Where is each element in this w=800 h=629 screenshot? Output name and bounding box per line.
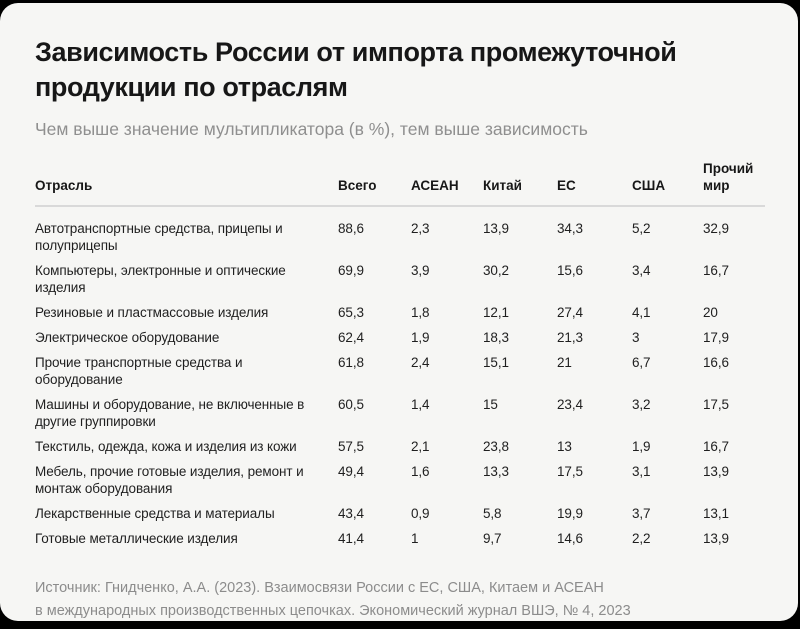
column-header-4: Китай	[483, 160, 557, 206]
table-row	[35, 526, 765, 551]
cell-value: 27,4	[557, 305, 583, 320]
cell-value: 17,5	[703, 397, 729, 412]
row-label: Прочие транспортные средства и оборудование	[35, 355, 243, 387]
cell-value: 13	[557, 439, 572, 454]
row-label: Машины и оборудование, не включенные в другие группировки	[35, 397, 305, 429]
table-row	[35, 206, 765, 258]
cell-value: 0,9	[411, 506, 430, 521]
cell-value: 1,9	[632, 439, 651, 454]
table-header-row	[35, 160, 765, 206]
cell-value: 13,9	[703, 531, 729, 546]
row-label: Электрическое оборудование	[35, 330, 220, 345]
cell-value: 12,1	[483, 305, 509, 320]
cell-value: 21,3	[557, 330, 583, 345]
cell-value: 49,4	[338, 464, 364, 479]
cell-value: 3	[632, 330, 640, 345]
row-label: Лекарственные средства и материалы	[35, 506, 275, 521]
cell-value: 13,1	[703, 506, 729, 521]
cell-value: 16,7	[703, 263, 729, 278]
row-label: Автотранспортные средства, прицепы и полуприцепы	[35, 221, 283, 253]
cell-value: 21	[557, 355, 572, 370]
cell-value: 43,4	[338, 506, 364, 521]
cell-value: 65,3	[338, 305, 364, 320]
cell-value: 1,8	[411, 305, 430, 320]
cell-value: 3,4	[632, 263, 651, 278]
cell-value: 17,5	[557, 464, 583, 479]
cell-value: 5,8	[483, 506, 502, 521]
cell-value: 32,9	[703, 221, 729, 236]
table-body	[35, 206, 765, 551]
cell-value: 15,6	[557, 263, 583, 278]
cell-value: 15,1	[483, 355, 509, 370]
cell-value: 13,3	[483, 464, 509, 479]
cell-value: 2,2	[632, 531, 651, 546]
cell-value: 23,4	[557, 397, 583, 412]
row-label: Текстиль, одежда, кожа и изделия из кожи	[35, 439, 297, 454]
source-note	[35, 577, 763, 623]
cell-value: 88,6	[338, 221, 364, 236]
cell-value: 16,6	[703, 355, 729, 370]
cell-value: 14,6	[557, 531, 583, 546]
cell-value: 3,1	[632, 464, 651, 479]
cell-value: 61,8	[338, 355, 364, 370]
cell-value: 3,7	[632, 506, 651, 521]
table-row	[35, 392, 765, 434]
table-row	[35, 300, 765, 325]
row-label: Готовые металлические изделия	[35, 531, 238, 546]
table-row	[35, 258, 765, 300]
source-line-1: Источник: Гнидченко, А.А. (2023). Взаимосвязи России с ЕС, США, Китаем и АСЕАН	[35, 580, 604, 596]
cell-value: 16,7	[703, 439, 729, 454]
table-head	[35, 160, 765, 206]
table-row	[35, 325, 765, 350]
cell-value: 41,4	[338, 531, 364, 546]
cell-value: 1,6	[411, 464, 430, 479]
cell-value: 15	[483, 397, 498, 412]
cell-value: 2,1	[411, 439, 430, 454]
cell-value: 4,1	[632, 305, 651, 320]
cell-value: 18,3	[483, 330, 509, 345]
cell-value: 20	[703, 305, 718, 320]
infographic-card	[0, 3, 798, 621]
column-header-1: Отрасль	[35, 160, 338, 206]
cell-value: 62,4	[338, 330, 364, 345]
cell-value: 1,4	[411, 397, 430, 412]
cell-value: 30,2	[483, 263, 509, 278]
table-row	[35, 459, 765, 501]
dependency-table	[35, 160, 765, 551]
cell-value: 3,2	[632, 397, 651, 412]
column-header-7: Прочий мир	[703, 160, 765, 206]
cell-value: 1,9	[411, 330, 430, 345]
cell-value: 2,4	[411, 355, 430, 370]
cell-value: 5,2	[632, 221, 651, 236]
cell-value: 34,3	[557, 221, 583, 236]
row-label: Резиновые и пластмассовые изделия	[35, 305, 269, 320]
cell-value: 17,9	[703, 330, 729, 345]
cell-value: 13,9	[483, 221, 509, 236]
cell-value: 57,5	[338, 439, 364, 454]
page-title: Зависимость России от импорта промежуточной продукции по отраслям	[35, 37, 677, 102]
cell-value: 13,9	[703, 464, 729, 479]
subtitle: Чем выше значение мультипликатора (в %), тем выше зависимость	[35, 119, 588, 139]
cell-value: 9,7	[483, 531, 502, 546]
cell-value: 19,9	[557, 506, 583, 521]
source-line-2: в международных производственных цепочках. Экономический журнал ВШЭ, № 4, 2023	[35, 603, 631, 619]
cell-value: 23,8	[483, 439, 509, 454]
table-row	[35, 434, 765, 459]
column-header-3: АСЕАН	[411, 160, 483, 206]
row-label: Компьютеры, электронные и оптические изделия	[35, 263, 286, 295]
cell-value: 1	[411, 531, 419, 546]
cell-value: 2,3	[411, 221, 430, 236]
table-row	[35, 501, 765, 526]
row-label: Мебель, прочие готовые изделия, ремонт и монтаж оборудования	[35, 464, 304, 496]
cell-value: 69,9	[338, 263, 364, 278]
cell-value: 60,5	[338, 397, 364, 412]
column-header-6: США	[632, 160, 703, 206]
table-row	[35, 350, 765, 392]
column-header-5: ЕС	[557, 160, 632, 206]
column-header-2: Всего	[338, 160, 411, 206]
cell-value: 6,7	[632, 355, 651, 370]
cell-value: 3,9	[411, 263, 430, 278]
